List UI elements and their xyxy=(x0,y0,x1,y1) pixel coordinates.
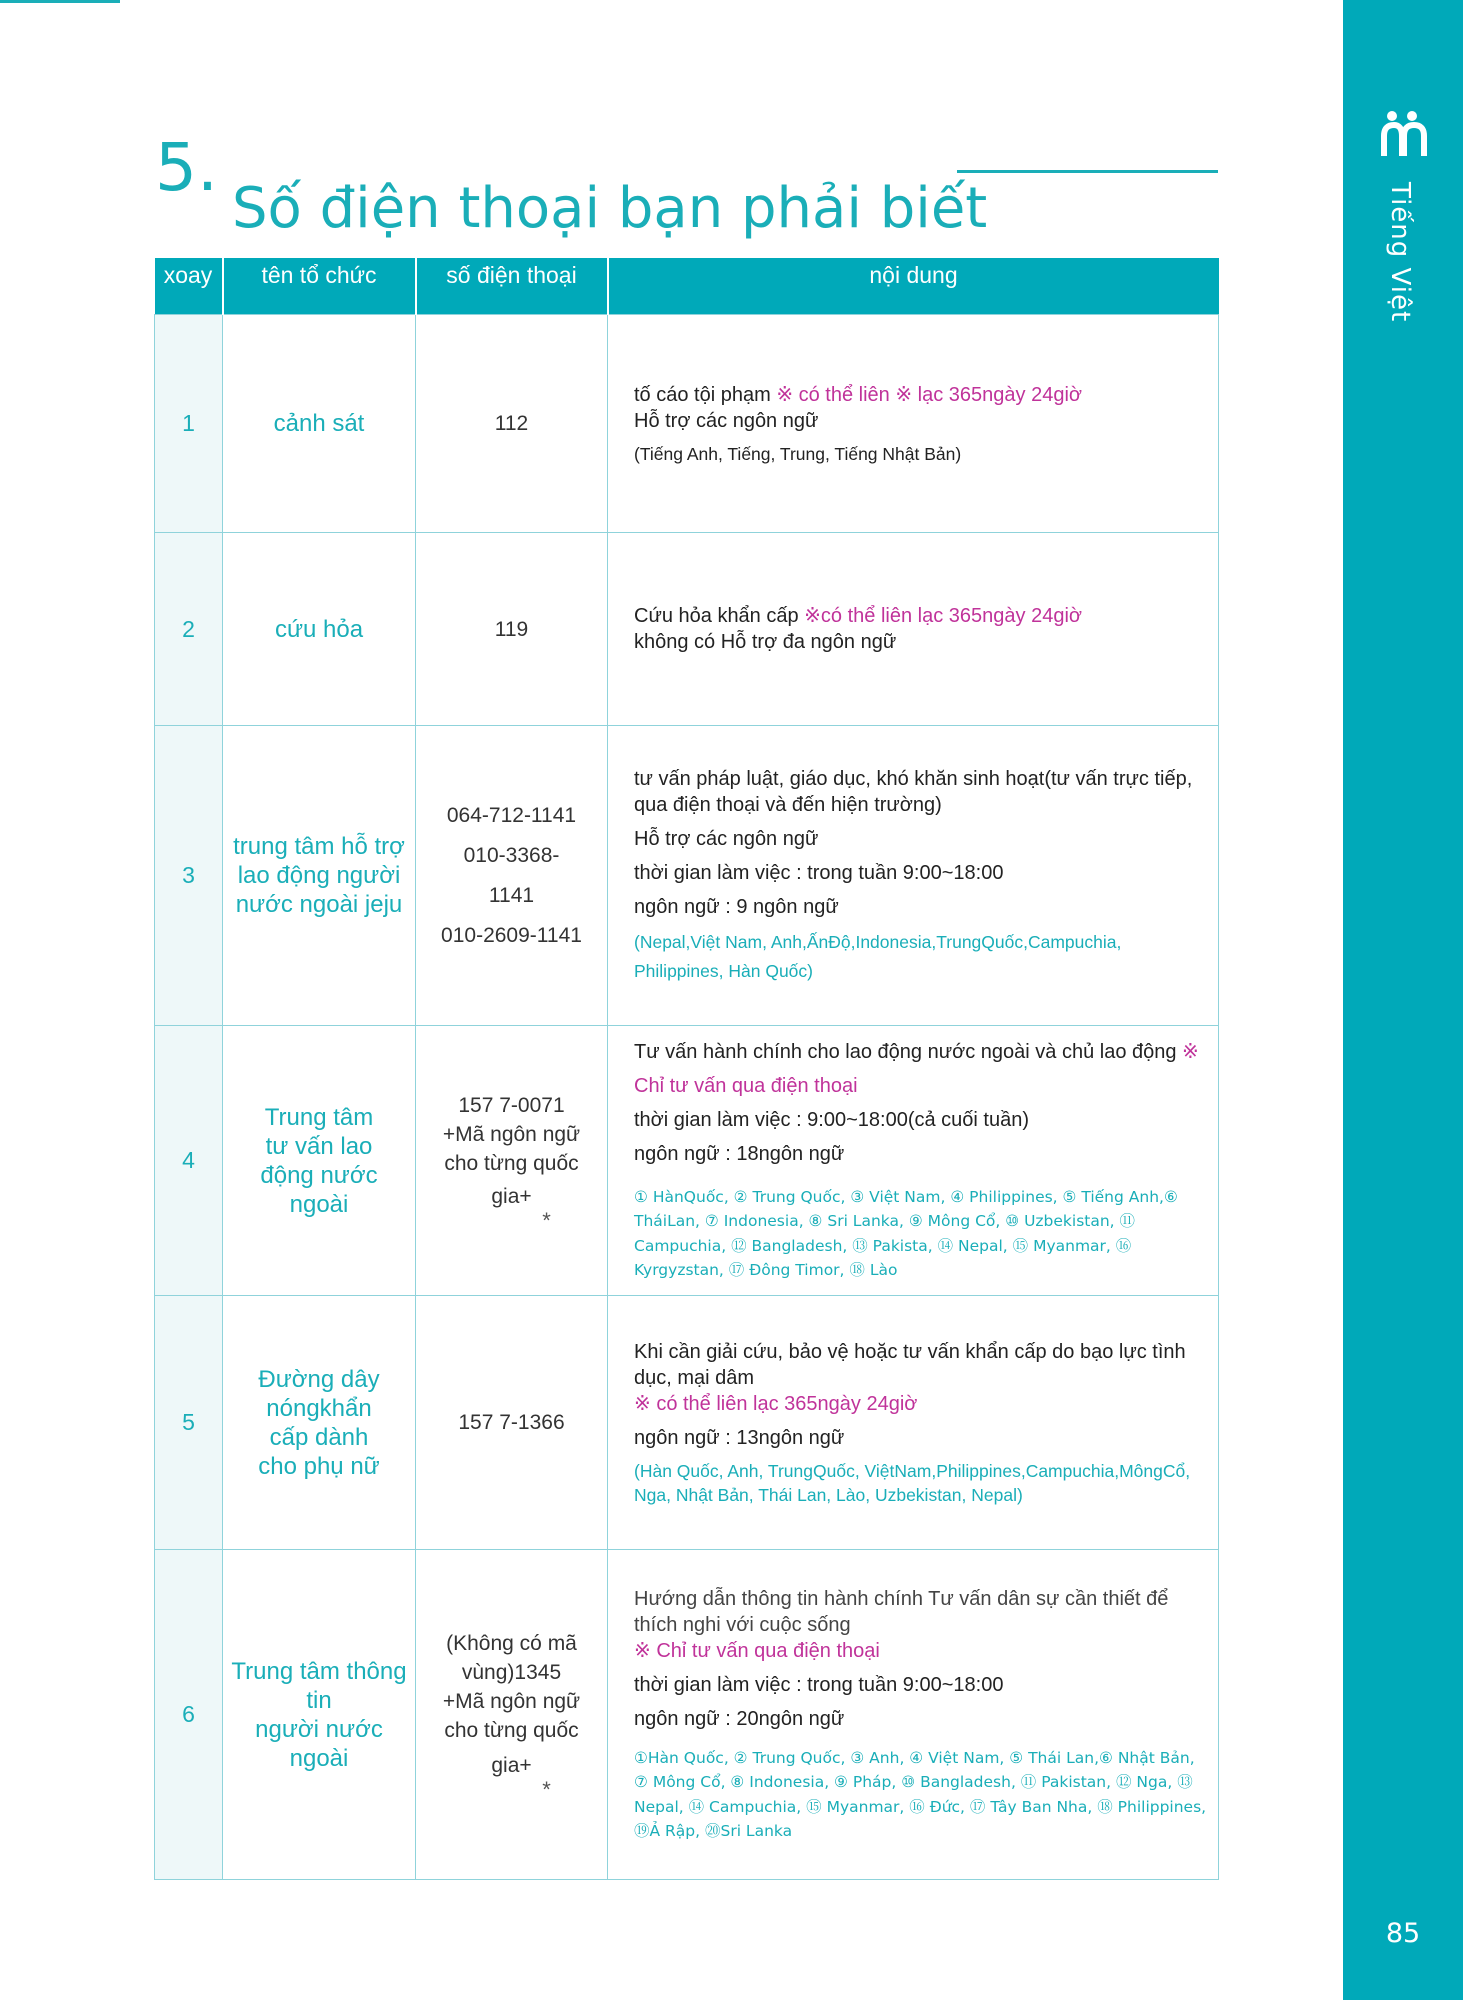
top-accent-line xyxy=(0,0,120,3)
row-number: 4 xyxy=(155,1026,223,1296)
row-number: 5 xyxy=(155,1296,223,1550)
language-list: (Tiếng Anh, Tiếng, Trung, Tiếng Nhật Bản) xyxy=(634,443,962,464)
language-list: ①Hàn Quốc, ② Trung Quốc, ③ Anh, ④ Việt Nam, ⑤ Thái Lan,⑥ Nhật Bản, ⑦ Mông Cổ, ⑧ Indonesia, ⑨ Pháp, ⑩ Bangladesh, ⑪ Pakistan, ⑫ Nga, ⑬ Nepal, ⑭ Campuchia, ⑮ Myanmar, ⑯ Đức, ⑰ Tây Ban Nha, ⑱ Philippines, ⑲Ả Rập, ⑳Sri Lanka xyxy=(634,1748,1207,1840)
language-count: ngôn ngữ : 20ngôn ngữ xyxy=(634,1707,845,1730)
table-row xyxy=(155,1026,1219,1296)
content-line: Khi cần giải cứu, bảo vệ hoặc tư vấn khẩn cấp do bạo lực tình dục, mại dâm xyxy=(634,1340,1186,1389)
asterisk-mark: * xyxy=(542,1207,551,1233)
availability-note: ※có thể liên lạc 365ngày 24giờ xyxy=(804,605,1083,627)
language-count: ngôn ngữ : 13ngôn ngữ xyxy=(634,1426,845,1449)
content-cell xyxy=(608,1296,1219,1550)
page-number: 85 xyxy=(1385,1918,1421,1949)
availability-note: ※ có thể liên ※ lạc 365ngày 24giờ xyxy=(776,383,1083,406)
content-cell xyxy=(608,533,1219,726)
working-hours: thời gian làm việc : trong tuần 9:00~18:00 xyxy=(634,1673,1004,1696)
working-hours: thời gian làm việc : 9:00~18:00(cả cuối tuần) xyxy=(634,1108,1030,1131)
organization-name: Trung tâm tư vấn lao động nước ngoài xyxy=(223,1026,416,1296)
section-number: 5. xyxy=(155,129,218,206)
content-line: Hỗ trợ các ngôn ngữ xyxy=(634,409,819,432)
phone-directory-table xyxy=(154,258,1219,1880)
page-title: Số điện thoại bạn phải biết xyxy=(232,176,988,241)
availability-note: Chỉ tư vấn qua điện thoại xyxy=(634,1074,858,1097)
header-phone: số điện thoại xyxy=(416,258,608,315)
content-line: Hỗ trợ các ngôn ngữ xyxy=(634,827,819,850)
content-cell xyxy=(608,315,1219,533)
availability-note: ※ có thể liên lạc 365ngày 24giờ xyxy=(634,1392,918,1415)
content-line: Cứu hỏa khẩn cấp ※có thể liên lạc 365ngày 24giờ xyxy=(634,605,1083,627)
availability-note: ※ Chỉ tư vấn qua điện thoại xyxy=(634,1639,880,1662)
content-cell xyxy=(608,1026,1219,1296)
table-row xyxy=(155,726,1219,1026)
header-no: xoay xyxy=(155,258,223,315)
language-list: ① HànQuốc, ② Trung Quốc, ③ Việt Nam, ④ Philippines, ⑤ Tiếng Anh,⑥ TháiLan, ⑦ Indonesia, ⑧ Sri Lanka, ⑨ Mông Cổ, ⑩ Uzbekistan, ⑪ Campuchia, ⑫ Bangladesh, ⑬ Pakista, ⑭ Nepal, ⑮ Myanmar, ⑯ Kyrgyzstan, ⑰ Đông Timor, ⑱ Lào xyxy=(634,1187,1178,1279)
phone-number: 157 7-1366 xyxy=(416,1296,608,1550)
content-line: tư vấn pháp luật, giáo dục, khó khăn sinh hoạt(tư vấn trực tiếp, qua điện thoại và đến hiện trường) xyxy=(634,767,1193,816)
content-line: không có Hỗ trợ đa ngôn ngữ xyxy=(634,631,897,653)
table-row xyxy=(155,1550,1219,1880)
language-count: ngôn ngữ : 9 ngôn ngữ xyxy=(634,895,839,918)
header-content: nội dung xyxy=(608,258,1219,315)
table-row xyxy=(155,1296,1219,1550)
person-pair-logo-icon xyxy=(1379,110,1429,158)
title-underline xyxy=(957,170,1218,173)
language-list: (Hàn Quốc, Anh, TrungQuốc, ViệtNam,Philippines,Campuchia,MôngCổ, Nga, Nhật Bản, Thái Lan, Lào, Uzbekistan, Nepal) xyxy=(634,1460,1191,1505)
organization-name: trung tâm hỗ trợ lao động người nước ngoài jeju xyxy=(223,726,416,1026)
organization-name: cảnh sát xyxy=(223,315,416,533)
row-number: 2 xyxy=(155,533,223,726)
header-organization: tên tổ chức xyxy=(223,258,416,315)
organization-name: cứu hỏa xyxy=(223,533,416,726)
phone-number: 157 7-0071 +Mã ngôn ngữ cho từng quốc gia+ * xyxy=(416,1026,608,1296)
content-line: tố cáo tội phạm ※ có thể liên ※ lạc 365ngày 24giờ xyxy=(634,383,1083,406)
content-line: Tư vấn hành chính cho lao động nước ngoài và chủ lao động ※ xyxy=(634,1040,1199,1063)
language-list: (Nepal,Việt Nam, Anh,ẤnĐộ,Indonesia,TrungQuốc,Campuchia, Philippines, Hàn Quốc) xyxy=(634,931,1122,981)
content-line: Hướng dẫn thông tin hành chính Tư vấn dân sự cần thiết để thích nghi với cuộc sống xyxy=(634,1587,1169,1636)
language-count: ngôn ngữ : 18ngôn ngữ xyxy=(634,1142,845,1165)
content-cell xyxy=(608,1550,1219,1880)
phone-number: (Không có mã vùng)1345 +Mã ngôn ngữ cho từng quốc gia+ * xyxy=(416,1550,608,1880)
organization-name: Đường dây nóngkhẩn cấp dành cho phụ nữ xyxy=(223,1296,416,1550)
row-number: 6 xyxy=(155,1550,223,1880)
content-cell xyxy=(608,726,1219,1026)
asterisk-mark: * xyxy=(542,1777,551,1802)
table-header-row xyxy=(155,258,1219,315)
language-sidebar xyxy=(1343,0,1463,2000)
phone-number: 112 xyxy=(416,315,608,533)
language-label: Tiếng Việt xyxy=(1385,182,1415,323)
table-row xyxy=(155,315,1219,533)
phone-number: 119 xyxy=(416,533,608,726)
table-row xyxy=(155,533,1219,726)
phone-number: 064-712-1141 010-3368- 1141 010-2609-1141 xyxy=(416,726,608,1026)
working-hours: thời gian làm việc : trong tuần 9:00~18:00 xyxy=(634,861,1004,884)
row-number: 3 xyxy=(155,726,223,1026)
organization-name: Trung tâm thông tin người nước ngoài xyxy=(223,1550,416,1880)
row-number: 1 xyxy=(155,315,223,533)
